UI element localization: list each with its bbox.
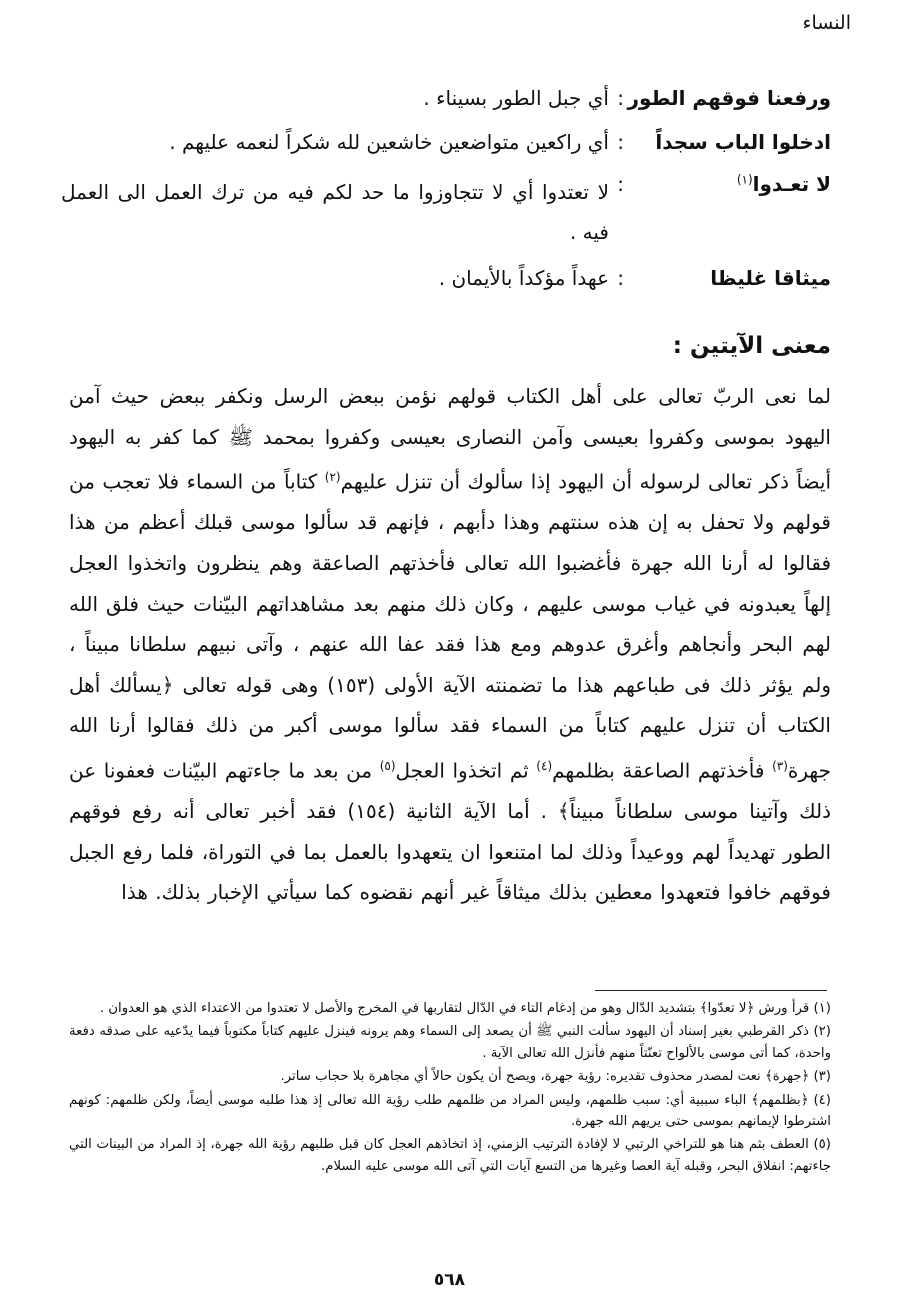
- glossary-colon: :: [617, 86, 624, 110]
- glossary-entry: [61, 130, 831, 174]
- glossary-term: ادخلوا الباب سجداً: [655, 130, 831, 154]
- glossary-entry: [61, 172, 831, 262]
- glossary-definition: لا تعتدوا أي لا تتجاوزوا ما حد لكم فيه من ترك العمل الى العمل فيه .: [61, 180, 609, 244]
- section-heading: معنى الآيتين :: [672, 333, 831, 359]
- footnote: (٥) العطف بثم هنا هو للتراخي الرتبي لا لإفادة الترتيب الزمني، إذ اتخاذهم العجل كان قبل طلبهم رؤية الله جهرة، إذ المراد من البينات التي جاءتهم: انفلاق البحر، وقبله آية العصا وغيرها من التسع آيات التي آتى الله موسى عليه السلام.: [69, 1137, 831, 1174]
- footnote: (٤) ﴿بظلمهم﴾ الباء سببية أي: سبب ظلمهم، وليس المراد من ظلمهم طلب رؤية الله تعالى إذ هذا طلبه موسى أيضاً، ولكن ظلمهم: كونهم اشترطوا لإيمانهم بموسى حتى يريهم الله جهرة.: [69, 1092, 831, 1130]
- body-text-part: فأخذتهم الصاعقة بظلمهم: [552, 758, 773, 783]
- glossary-term-text: لا تعـدوا: [752, 172, 831, 196]
- body-text-part: لما نعى الربّ تعالى على أهل الكتاب قولهم نؤمن ببعض الرسل ونكفر ببعض حيث آمن اليهود بموسى وكفروا بعيسى وآمن النصارى بعيسى وكفروا بمحمد ﷺ كما كفر به اليهود أيضاً ذكر تعالى لرسوله أن اليهود إذا سألوك أن تنزل عليهم: [69, 384, 831, 494]
- body-text-part: من بعد ما جاءتهم البيّنات فعفونا عن ذلك وآتينا موسى سلطاناً مبيناً﴾ . أما الآية الثانية (١٥٤) فقد أخبر تعالى أنه رفع فوقهم الطور تهديداً لهم ووعيداً وذلك لما امتنعوا ان يتعهدوا بالعمل بما في التوراة، فلما رفع الجبل فوقهم خافوا فتعهدوا معطين بذلك ميثاقاً غير أنهم نقضوه كما سيأتي الإخبار بذلك. هذا: [69, 758, 831, 905]
- footnotes: [69, 998, 831, 1179]
- body-text-part: كتاباً من السماء فلا تعجب من قولهم ولا تحفل به إن هذه سنتهم وهذا دأبهم ، فإنهم قد سألوا موسى قبلك أعظم من هذا فقالوا له أرنا الله جهرة فأغضبوا الله تعالى فأخذتهم الصاعقة وهم ينظرون واتخذوا العجل إلهاً يعبدونه في غياب موسى عليهم ، وكان ذلك منهم بعد مشاهداتهم البيّنات حيث فلق الله لهم البحر وأنجاهم وأغرق عدوهم ومع هذا فقد عفا الله عنهم ، وآتى نبيهم سلطانا مبيناً ، ولم يؤثر ذلك فى طباعهم هذا ما تضمنته الآية الأولى (١٥٣) وهى قوله تعالى ﴿يسألك أهل الكتاب أن تنزل عليهم كتاباً من السماء فقد سألوا موسى أكبر من ذلك فقالوا أرنا الله جهرة: [69, 469, 831, 783]
- footnote-marker: (٤): [536, 759, 553, 773]
- body-text-part: ثم اتخذوا العجل: [395, 758, 537, 783]
- glossary-definition: أي جبل الطور بسيناء .: [423, 86, 609, 110]
- running-head: النساء: [802, 12, 851, 34]
- glossary-term: ميثاقا غليظا: [710, 266, 831, 290]
- footnote-marker: (٥): [379, 759, 396, 773]
- body-paragraph: [69, 376, 831, 913]
- page-number: ٥٦٨: [433, 1270, 466, 1290]
- glossary-colon: :: [617, 266, 624, 290]
- footnote: (٢) ذكر القرطبي بغير إسناد أن اليهود سألت النبي ﷺ أن يصعد إلى السماء وهم يرونه فينزل عليهم كتاباً مكتوباً فيما يدّعيه على صدقه دفعة واحدة، كما أتى موسى بالألواح تعنّتاً منهم فأنزل الله تعالى الآية .: [69, 1024, 831, 1061]
- glossary-definition: عهداً مؤكداً بالأيمان .: [438, 266, 609, 290]
- glossary-definition: أي راكعين متواضعين خاشعين لله شكراً لنعمه عليهم .: [169, 130, 609, 154]
- glossary-entry: [61, 86, 831, 130]
- glossary-colon: :: [617, 172, 624, 196]
- footnote: (٣) ﴿جهرة﴾ نعت لمصدر محذوف تقديره: رؤية جهرة، ويصح أن يكون حالاً أي مجاهرة بلا حجاب ساتر.: [280, 1069, 831, 1085]
- footnote-divider: [595, 990, 827, 991]
- glossary-term: ورفعنا فوقهم الطور: [627, 86, 831, 110]
- glossary-colon: :: [617, 130, 624, 154]
- glossary-entry: [61, 266, 831, 310]
- footnote-marker: (١): [736, 172, 753, 187]
- footnote-marker: (٢): [324, 470, 341, 485]
- glossary-term: [737, 172, 831, 196]
- footnote: (١) قرأ ورش ﴿لا تعدّوا﴾ بتشديد الدّال وهو من إدغام التاء في الدّال لتقاربها في المخرج والأصل لا تعتدوا من الاعتداء الذي هو العدوان .: [99, 1001, 831, 1016]
- footnote-marker: (٣): [772, 759, 788, 773]
